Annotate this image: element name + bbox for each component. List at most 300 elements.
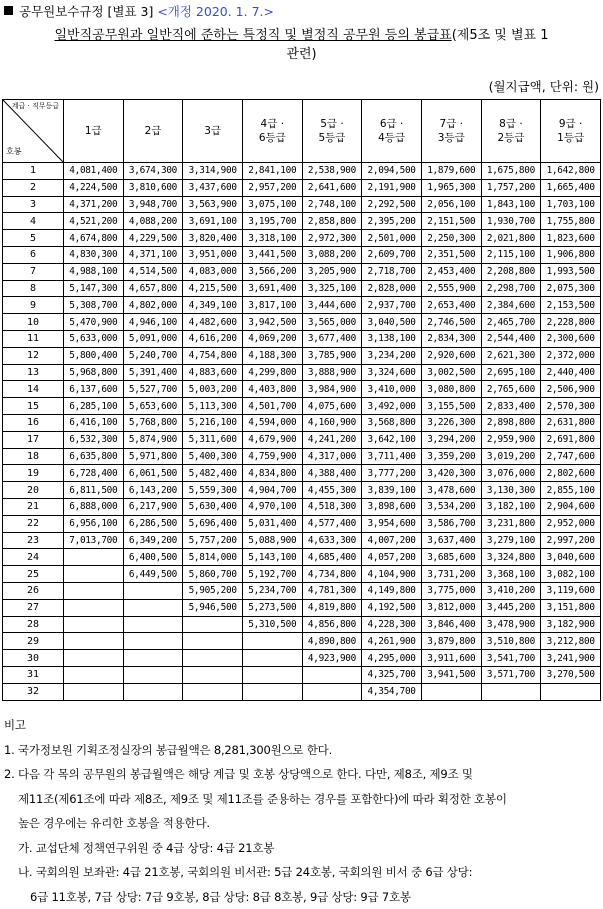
note-2-line3: 높은 경우에는 유리한 호봉을 적용한다.: [4, 811, 507, 836]
salary-cell: 2,747,600: [541, 448, 601, 465]
salary-cell: [123, 616, 183, 633]
salary-cell: 4,075,600: [302, 398, 362, 415]
salary-cell: 2,506,900: [541, 381, 601, 398]
salary-cell: 3,820,400: [183, 230, 243, 247]
salary-cell: 3,182,900: [541, 616, 601, 633]
salary-cell: 2,021,800: [481, 230, 541, 247]
salary-cell: 2,056,100: [421, 196, 481, 213]
salary-cell: 2,855,100: [541, 482, 601, 499]
salary-cell: 3,155,500: [421, 398, 481, 415]
table-row: [3, 666, 601, 683]
corner-grade-label: 계급 · 직무등급: [12, 102, 59, 111]
salary-cell: [183, 616, 243, 633]
salary-cell: 5,971,800: [123, 448, 183, 465]
salary-cell: 6,888,000: [64, 498, 124, 515]
salary-cell: 5,696,400: [183, 515, 243, 532]
table-row: [3, 431, 601, 448]
salary-cell: 4,988,100: [64, 263, 124, 280]
salary-cell: 5,113,300: [183, 398, 243, 415]
salary-cell: 6,217,900: [123, 498, 183, 515]
salary-cell: 3,314,900: [183, 163, 243, 180]
table-row: [3, 347, 601, 364]
salary-cell: 4,007,200: [362, 532, 422, 549]
salary-cell: 1,993,500: [541, 263, 601, 280]
salary-cell: 3,076,000: [481, 465, 541, 482]
salary-cell: 3,571,700: [481, 666, 541, 683]
salary-cell: 3,898,600: [362, 498, 422, 515]
salary-cell: 3,441,500: [242, 246, 302, 263]
step-number-cell: 17: [3, 431, 64, 448]
table-row: [3, 683, 601, 700]
table-row: [3, 280, 601, 297]
salary-cell: 5,003,200: [183, 381, 243, 398]
salary-cell: 6,416,100: [64, 414, 124, 431]
salary-cell: 4,349,100: [183, 297, 243, 314]
salary-cell: 3,510,800: [481, 633, 541, 650]
salary-cell: [64, 599, 124, 616]
salary-cell: 6,532,300: [64, 431, 124, 448]
salary-cell: 3,731,200: [421, 566, 481, 583]
salary-cell: 2,898,800: [481, 414, 541, 431]
step-number-cell: 29: [3, 633, 64, 650]
salary-cell: 2,351,500: [421, 246, 481, 263]
salary-cell: 2,538,900: [302, 163, 362, 180]
step-number-cell: 21: [3, 498, 64, 515]
step-number-cell: 10: [3, 314, 64, 331]
salary-cell: [242, 683, 302, 700]
salary-cell: 4,577,400: [302, 515, 362, 532]
salary-cell: [302, 666, 362, 683]
salary-cell: 5,968,800: [64, 364, 124, 381]
column-header: 7급 · 3등급: [421, 100, 481, 163]
table-row: [3, 230, 601, 247]
salary-table-body: [3, 163, 601, 701]
salary-cell: 3,888,900: [302, 364, 362, 381]
salary-cell: 4,325,700: [362, 666, 422, 683]
salary-cell: 4,679,900: [242, 431, 302, 448]
table-row: [3, 650, 601, 667]
salary-cell: 3,075,100: [242, 196, 302, 213]
salary-cell: 3,637,400: [421, 532, 481, 549]
salary-cell: 2,075,300: [541, 280, 601, 297]
step-number-cell: 4: [3, 213, 64, 230]
salary-cell: 1,823,600: [541, 230, 601, 247]
step-number-cell: 18: [3, 448, 64, 465]
table-row: [3, 582, 601, 599]
salary-cell: [123, 683, 183, 700]
salary-cell: 5,273,500: [242, 599, 302, 616]
salary-cell: 2,765,600: [481, 381, 541, 398]
salary-cell: 2,372,000: [541, 347, 601, 364]
salary-cell: [123, 599, 183, 616]
salary-cell: 2,718,700: [362, 263, 422, 280]
salary-cell: 4,633,300: [302, 532, 362, 549]
salary-cell: 2,384,600: [481, 297, 541, 314]
salary-cell: 4,834,800: [242, 465, 302, 482]
salary-cell: 5,653,600: [123, 398, 183, 415]
salary-cell: 2,834,300: [421, 330, 481, 347]
salary-cell: 4,069,200: [242, 330, 302, 347]
salary-cell: 3,951,000: [183, 246, 243, 263]
salary-cell: 2,972,300: [302, 230, 362, 247]
salary-cell: 5,905,200: [183, 582, 243, 599]
salary-cell: 3,324,600: [362, 364, 422, 381]
salary-cell: 1,755,800: [541, 213, 601, 230]
step-number-cell: 28: [3, 616, 64, 633]
salary-cell: 3,942,500: [242, 314, 302, 331]
column-header: 8급 · 2등급: [481, 100, 541, 163]
salary-cell: 3,138,100: [362, 330, 422, 347]
salary-cell: 4,261,900: [362, 633, 422, 650]
salary-cell: [64, 566, 124, 583]
salary-cell: 3,565,000: [302, 314, 362, 331]
salary-cell: 5,482,400: [183, 465, 243, 482]
salary-cell: 5,234,700: [242, 582, 302, 599]
salary-cell: 4,388,400: [302, 465, 362, 482]
table-row: [3, 364, 601, 381]
salary-cell: 2,833,400: [481, 398, 541, 415]
salary-cell: 4,856,800: [302, 616, 362, 633]
table-row: [3, 532, 601, 549]
salary-cell: 3,642,100: [362, 431, 422, 448]
salary-cell: 2,570,300: [541, 398, 601, 415]
salary-cell: 3,677,400: [302, 330, 362, 347]
salary-cell: 2,555,900: [421, 280, 481, 297]
salary-cell: 2,828,000: [362, 280, 422, 297]
salary-cell: 3,777,200: [362, 465, 422, 482]
revision-note: <개정 2020. 1. 7.>: [157, 4, 274, 19]
salary-cell: 4,192,500: [362, 599, 422, 616]
salary-cell: 5,308,700: [64, 297, 124, 314]
salary-cell: 2,300,600: [541, 330, 601, 347]
salary-cell: 3,785,900: [302, 347, 362, 364]
salary-cell: 2,153,500: [541, 297, 601, 314]
salary-cell: [481, 683, 541, 700]
salary-cell: 1,665,400: [541, 179, 601, 196]
salary-cell: 4,057,200: [362, 549, 422, 566]
salary-cell: 3,941,500: [421, 666, 481, 683]
salary-cell: 3,241,900: [541, 650, 601, 667]
column-header: 6급 · 4등급: [362, 100, 422, 163]
salary-cell: 4,104,900: [362, 566, 422, 583]
salary-cell: 3,270,500: [541, 666, 601, 683]
salary-cell: 2,691,800: [541, 431, 601, 448]
table-row: [3, 448, 601, 465]
column-header: 5급 · 5등급: [302, 100, 362, 163]
salary-cell: 7,013,700: [64, 532, 124, 549]
column-header: 1급: [64, 100, 124, 163]
document-title-line2: 관련): [286, 47, 316, 62]
table-row: [3, 599, 601, 616]
step-number-cell: 6: [3, 246, 64, 263]
salary-table: [2, 99, 601, 701]
salary-cell: 6,728,400: [64, 465, 124, 482]
salary-cell: [123, 666, 183, 683]
salary-cell: 4,521,200: [64, 213, 124, 230]
salary-cell: 4,657,800: [123, 280, 183, 297]
salary-cell: 3,445,200: [481, 599, 541, 616]
salary-cell: 3,541,700: [481, 650, 541, 667]
salary-cell: 1,642,800: [541, 163, 601, 180]
salary-cell: 2,115,100: [481, 246, 541, 263]
salary-cell: 6,143,200: [123, 482, 183, 499]
salary-cell: 2,465,700: [481, 314, 541, 331]
salary-cell: 3,812,000: [421, 599, 481, 616]
salary-cell: 3,040,600: [541, 549, 601, 566]
salary-cell: [64, 549, 124, 566]
regulation-header: [4, 2, 274, 20]
salary-cell: 4,923,900: [302, 650, 362, 667]
step-number-cell: 8: [3, 280, 64, 297]
salary-cell: 1,703,100: [541, 196, 601, 213]
table-row: [3, 381, 601, 398]
salary-cell: [64, 666, 124, 683]
salary-cell: 4,083,000: [183, 263, 243, 280]
salary-cell: 3,566,200: [242, 263, 302, 280]
salary-cell: 5,088,900: [242, 532, 302, 549]
salary-cell: 5,757,200: [183, 532, 243, 549]
salary-cell: 3,088,200: [302, 246, 362, 263]
salary-cell: 4,299,800: [242, 364, 302, 381]
salary-cell: 3,879,800: [421, 633, 481, 650]
salary-cell: 1,930,700: [481, 213, 541, 230]
salary-cell: 2,631,800: [541, 414, 601, 431]
salary-cell: 3,492,000: [362, 398, 422, 415]
salary-cell: [64, 616, 124, 633]
table-row: [3, 263, 601, 280]
salary-cell: 2,151,500: [421, 213, 481, 230]
salary-cell: 4,501,700: [242, 398, 302, 415]
salary-cell: 3,410,000: [362, 381, 422, 398]
salary-cell: 3,082,100: [541, 566, 601, 583]
salary-cell: 5,310,500: [242, 616, 302, 633]
salary-cell: 4,946,100: [123, 314, 183, 331]
salary-cell: 4,734,800: [302, 566, 362, 583]
salary-cell: 6,635,800: [64, 448, 124, 465]
table-row: [3, 213, 601, 230]
column-header: 3급: [183, 100, 243, 163]
step-number-cell: 26: [3, 582, 64, 599]
table-row: [3, 179, 601, 196]
table-row: [3, 633, 601, 650]
step-number-cell: 19: [3, 465, 64, 482]
salary-cell: 3,182,100: [481, 498, 541, 515]
salary-cell: 5,800,400: [64, 347, 124, 364]
salary-cell: 4,354,700: [362, 683, 422, 700]
salary-cell: 3,586,700: [421, 515, 481, 532]
salary-cell: 5,147,300: [64, 280, 124, 297]
step-number-cell: 14: [3, 381, 64, 398]
salary-cell: 4,371,100: [123, 246, 183, 263]
salary-cell: 3,534,200: [421, 498, 481, 515]
salary-cell: 3,444,600: [302, 297, 362, 314]
salary-cell: 3,119,600: [541, 582, 601, 599]
salary-cell: 2,748,100: [302, 196, 362, 213]
step-number-cell: 31: [3, 666, 64, 683]
salary-cell: 1,906,800: [541, 246, 601, 263]
table-row: [3, 515, 601, 532]
salary-cell: 1,879,600: [421, 163, 481, 180]
salary-cell: 5,630,400: [183, 498, 243, 515]
salary-cell: 3,359,200: [421, 448, 481, 465]
salary-cell: 2,228,800: [541, 314, 601, 331]
column-header: 2급: [123, 100, 183, 163]
salary-cell: 3,420,300: [421, 465, 481, 482]
salary-cell: 2,208,800: [481, 263, 541, 280]
salary-cell: 3,080,800: [421, 381, 481, 398]
salary-cell: 1,675,800: [481, 163, 541, 180]
salary-cell: 5,946,500: [183, 599, 243, 616]
salary-cell: 4,759,900: [242, 448, 302, 465]
salary-cell: 3,205,900: [302, 263, 362, 280]
salary-cell: 3,325,100: [302, 280, 362, 297]
step-number-cell: 5: [3, 230, 64, 247]
salary-cell: 4,819,800: [302, 599, 362, 616]
salary-cell: [183, 633, 243, 650]
salary-cell: 5,391,400: [123, 364, 183, 381]
step-number-cell: 16: [3, 414, 64, 431]
salary-cell: 2,191,900: [362, 179, 422, 196]
salary-cell: 2,440,400: [541, 364, 601, 381]
salary-cell: 2,292,500: [362, 196, 422, 213]
table-row: [3, 498, 601, 515]
note-2-line1: 2. 다음 각 목의 공무원의 봉급월액은 해당 계급 및 호봉 상당액으로 한다. 다만, 제8조, 제9조 및: [4, 762, 507, 787]
salary-cell: 3,711,400: [362, 448, 422, 465]
salary-cell: 5,311,600: [183, 431, 243, 448]
salary-cell: [64, 633, 124, 650]
salary-cell: 4,228,300: [362, 616, 422, 633]
salary-cell: 2,453,400: [421, 263, 481, 280]
salary-cell: 5,559,300: [183, 482, 243, 499]
salary-cell: [183, 650, 243, 667]
corner-step-label: 호봉: [6, 145, 21, 159]
salary-cell: 3,130,300: [481, 482, 541, 499]
step-number-cell: 15: [3, 398, 64, 415]
salary-cell: 2,653,400: [421, 297, 481, 314]
step-number-cell: 30: [3, 650, 64, 667]
salary-cell: 4,160,900: [302, 414, 362, 431]
salary-cell: 3,195,700: [242, 213, 302, 230]
table-row: [3, 330, 601, 347]
salary-cell: 4,802,000: [123, 297, 183, 314]
table-row: [3, 566, 601, 583]
salary-cell: 1,843,100: [481, 196, 541, 213]
salary-cell: 3,568,800: [362, 414, 422, 431]
salary-cell: 5,768,800: [123, 414, 183, 431]
salary-cell: 2,746,500: [421, 314, 481, 331]
salary-cell: 6,286,500: [123, 515, 183, 532]
salary-cell: 1,965,300: [421, 179, 481, 196]
salary-cell: 4,317,000: [302, 448, 362, 465]
salary-cell: 3,019,200: [481, 448, 541, 465]
step-number-cell: 23: [3, 532, 64, 549]
salary-cell: 4,616,200: [183, 330, 243, 347]
salary-cell: 4,514,500: [123, 263, 183, 280]
salary-cell: 2,298,700: [481, 280, 541, 297]
step-number-cell: 20: [3, 482, 64, 499]
salary-cell: [242, 666, 302, 683]
salary-cell: 6,400,500: [123, 549, 183, 566]
salary-cell: 3,478,900: [481, 616, 541, 633]
salary-cell: 2,959,900: [481, 431, 541, 448]
step-number-cell: 13: [3, 364, 64, 381]
step-number-cell: 3: [3, 196, 64, 213]
salary-cell: [123, 633, 183, 650]
salary-cell: 6,349,200: [123, 532, 183, 549]
salary-cell: 2,621,300: [481, 347, 541, 364]
table-row: [3, 246, 601, 263]
salary-cell: [183, 683, 243, 700]
salary-cell: 4,088,200: [123, 213, 183, 230]
salary-cell: 2,094,500: [362, 163, 422, 180]
salary-cell: 2,997,200: [541, 532, 601, 549]
salary-cell: 5,031,400: [242, 515, 302, 532]
salary-cell: [123, 650, 183, 667]
salary-cell: 3,674,300: [123, 163, 183, 180]
salary-cell: [421, 683, 481, 700]
salary-cell: 5,527,700: [123, 381, 183, 398]
salary-cell: 5,143,100: [242, 549, 302, 566]
notes-heading: 비고: [4, 713, 507, 738]
table-row: [3, 314, 601, 331]
salary-cell: 2,641,600: [302, 179, 362, 196]
step-number-cell: 11: [3, 330, 64, 347]
salary-cell: 5,400,300: [183, 448, 243, 465]
salary-cell: [64, 683, 124, 700]
salary-cell: 6,061,500: [123, 465, 183, 482]
salary-cell: 3,368,100: [481, 566, 541, 583]
salary-cell: 3,151,800: [541, 599, 601, 616]
salary-cell: 2,957,200: [242, 179, 302, 196]
regulation-name: 공무원보수규정 [별표 3]: [19, 4, 153, 19]
table-row: [3, 616, 601, 633]
step-number-cell: 2: [3, 179, 64, 196]
salary-cell: 4,754,800: [183, 347, 243, 364]
note-2-item-na-line1: 나. 국회의원 보좌관: 4급 21호봉, 국회의원 비서관: 5급 24호봉, 국회의원 비서 중 6급 상당:: [4, 860, 507, 885]
salary-cell: 4,215,500: [183, 280, 243, 297]
salary-cell: 3,318,100: [242, 230, 302, 247]
column-header: 9급 · 1등급: [541, 100, 601, 163]
salary-cell: 1,757,200: [481, 179, 541, 196]
salary-cell: 3,410,200: [481, 582, 541, 599]
salary-cell: 3,040,500: [362, 314, 422, 331]
salary-cell: 6,137,600: [64, 381, 124, 398]
salary-cell: [123, 582, 183, 599]
salary-cell: 4,188,300: [242, 347, 302, 364]
salary-cell: 2,920,600: [421, 347, 481, 364]
salary-cell: [64, 582, 124, 599]
salary-cell: 5,240,700: [123, 347, 183, 364]
salary-cell: 4,455,300: [302, 482, 362, 499]
salary-cell: [64, 650, 124, 667]
salary-cell: 2,841,100: [242, 163, 302, 180]
step-number-cell: 9: [3, 297, 64, 314]
table-row: [3, 414, 601, 431]
salary-cell: 4,241,200: [302, 431, 362, 448]
document-title: [0, 26, 603, 64]
salary-cell: 5,216,100: [183, 414, 243, 431]
salary-cell: 4,674,800: [64, 230, 124, 247]
salary-cell: 3,691,100: [183, 213, 243, 230]
salary-cell: 3,279,100: [481, 532, 541, 549]
salary-cell: 2,609,700: [362, 246, 422, 263]
salary-cell: [242, 650, 302, 667]
table-row: [3, 398, 601, 415]
salary-cell: 3,437,600: [183, 179, 243, 196]
salary-cell: 5,860,700: [183, 566, 243, 583]
salary-cell: 4,781,300: [302, 582, 362, 599]
salary-cell: 4,295,000: [362, 650, 422, 667]
